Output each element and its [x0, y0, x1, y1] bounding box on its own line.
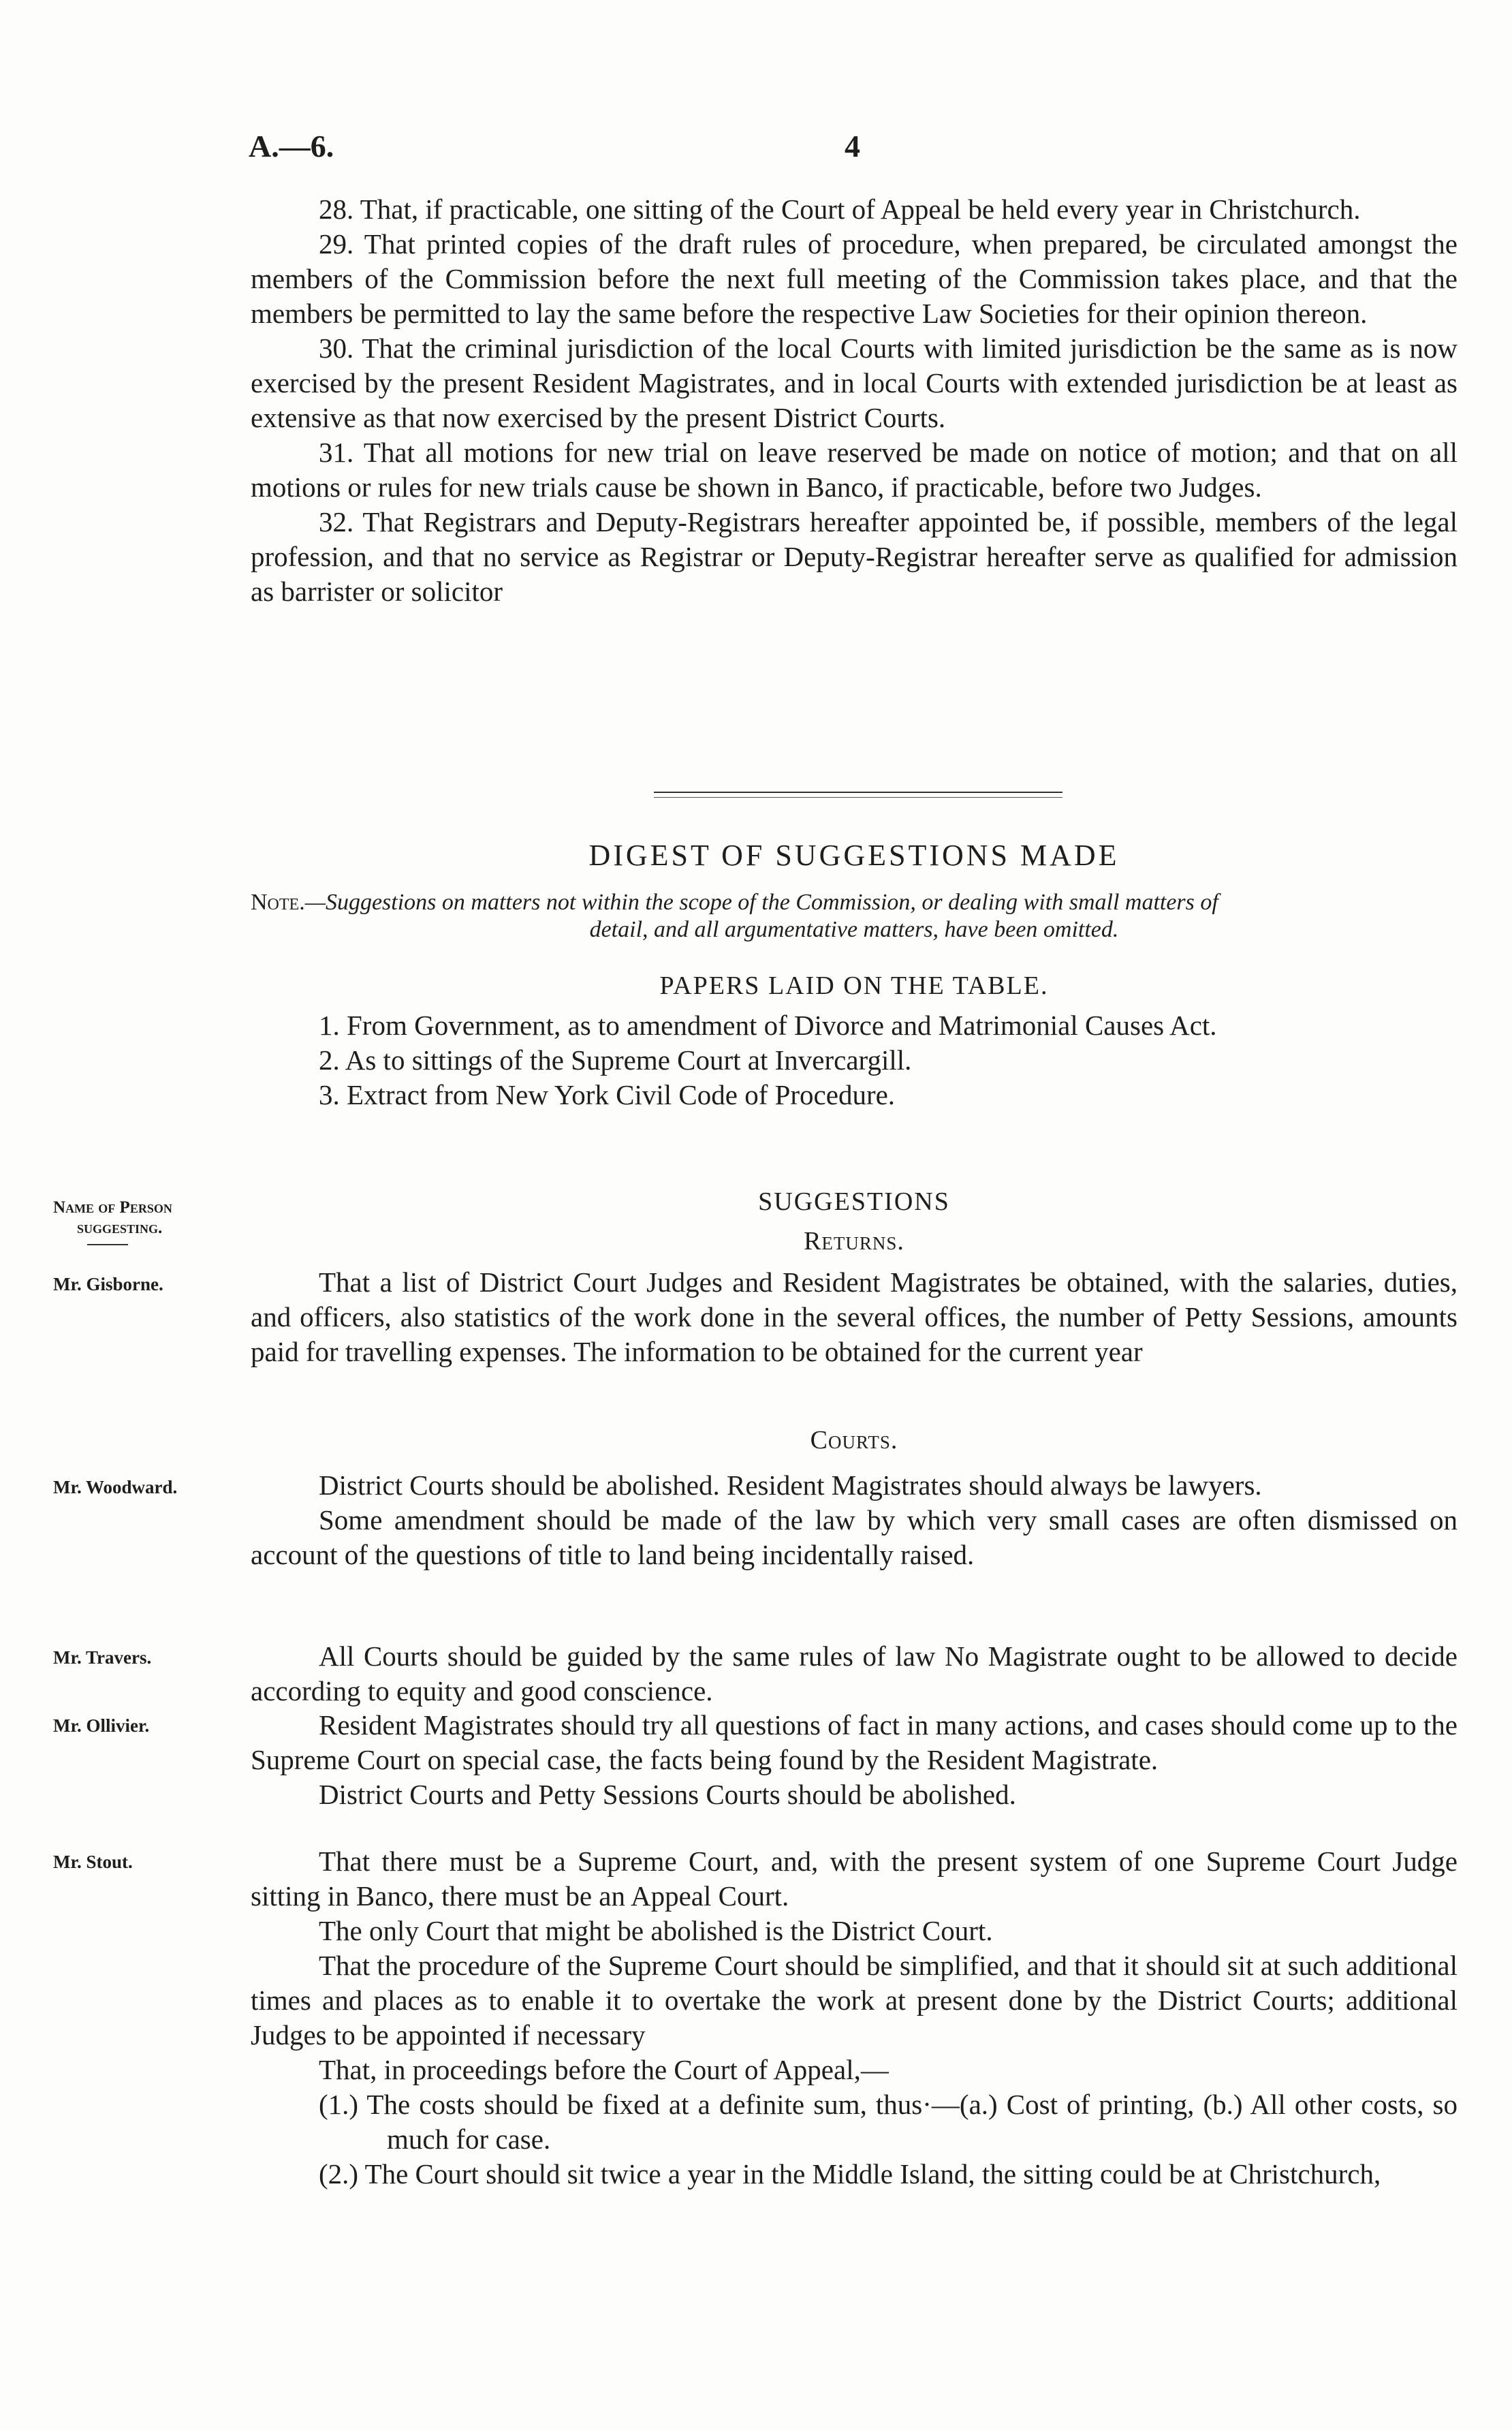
woodward-paragraph-1: District Courts should be abolished. Resident Magistrates should always be lawyers. [319, 1469, 1262, 1501]
ollivier-paragraph-2: District Courts and Petty Sessions Courts should be abolished. [319, 1779, 1016, 1810]
divider-line-thin [654, 797, 1062, 798]
resolutions-list [251, 192, 1458, 609]
speaker-travers: Mr. Travers. [53, 1647, 152, 1668]
courts-heading: Courts. [810, 1426, 898, 1454]
resolution-32: 32. That Registrars and Deputy-Registrars hereafter appointed be, if possible, members of the legal profession, and that no service as Registrar or Deputy-Registrar hereafter serve as qualified for admission as barrister or solicitor [251, 506, 1458, 607]
speaker-woodward: Mr. Woodward. [53, 1477, 178, 1497]
travers-block [251, 1639, 1458, 1709]
stout-paragraph-1: That there must be a Supreme Court, and, with the present system of one Supreme Court Judge sitting in Banco, there must be an Appeal Court. [251, 1845, 1458, 1912]
returns-block [251, 1265, 1458, 1369]
note-line-2: detail, and all argumentative matters, have been omitted. [589, 917, 1119, 942]
margin-heading [53, 1198, 251, 1239]
paper-item-3: 3. Extract from New York Civil Code of Procedure. [319, 1079, 896, 1110]
ollivier-block [251, 1708, 1458, 1812]
paper-item-1: 1. From Government, as to amendment of Divorce and Matrimonial Causes Act. [319, 1010, 1217, 1041]
paper-item-2: 2. As to sittings of the Supreme Court at Invercargill. [319, 1044, 912, 1076]
speaker-gisborne: Mr. Gisborne. [53, 1274, 163, 1294]
stout-paragraph-2: The only Court that might be abolished is the District Court. [319, 1915, 993, 1946]
resolution-28: 28. That, if practicable, one sitting of the Court of Appeal be held every year in Christchurch. [319, 193, 1361, 225]
section-divider [654, 792, 1062, 802]
stout-paragraph-4: That, in proceedings before the Court of Appeal,— [319, 2054, 889, 2085]
margin-heading-line-2: suggesting. [77, 1219, 163, 1237]
suggestions-heading: SUGGESTIONS [758, 1187, 950, 1216]
stout-sub-item-2: (2.) The Court should sit twice a year in the Middle Island, the sitting could be at Christchurch, [319, 2158, 1381, 2190]
woodward-block [251, 1468, 1458, 1572]
stout-sub-item-1: (1.) The costs should be fixed at a definite sum, thus·—(a.) Cost of printing, (b.) All other costs, so much for case. [319, 2089, 1458, 2155]
stout-paragraph-3: That the procedure of the Supreme Court should be simplified, and that it should sit at such additional times and places as to enable it to overtake the work at present done by the District Courts; additional Judges to be appointed if necessary [251, 1950, 1458, 2051]
returns-heading: Returns. [804, 1227, 904, 1256]
stout-block [251, 1844, 1458, 2192]
note-line-1: —Suggestions on matters not within the scope of the Commission, or dealing with small matters of [304, 890, 1218, 915]
page-header [249, 128, 1461, 176]
resolution-30: 30. That the criminal jurisdiction of the local Courts with limited jurisdiction be the same as is now exercised by the present Resident Magistrates, and in local Courts with extended jurisdiction be at least as extensive as that now exercised by the present District Courts. [251, 332, 1458, 433]
margin-heading-line-1: Name of Person [53, 1198, 172, 1217]
ollivier-paragraph-1: Resident Magistrates should try all questions of fact in many actions, and cases should come up to the Supreme Court on special case, the facts being found by the Resident Magistrate. [251, 1709, 1458, 1775]
resolution-29: 29. That printed copies of the draft rules of procedure, when prepared, be circulated amongst the members of the Commission before the next full meeting of the Commission takes place, and that the members be permitted to lay the same before the respective Law Societies for their opinion thereon. [251, 228, 1458, 329]
resolution-31: 31. That all motions for new trial on leave reserved be made on notice of motion; and that on all motions or rules for new trials cause be shown in Banco, if practicable, before two Judges. [251, 437, 1458, 503]
speaker-ollivier: Mr. Ollivier. [53, 1715, 150, 1736]
note-label: Note. [251, 890, 305, 915]
document-reference: A.—6. [249, 129, 334, 163]
digest-title: DIGEST OF SUGGESTIONS MADE [588, 839, 1120, 872]
divider-line-thick [654, 792, 1062, 793]
papers-heading: PAPERS LAID ON THE TABLE. [659, 971, 1049, 1000]
margin-heading-rule [87, 1244, 128, 1245]
travers-paragraph-1: All Courts should be guided by the same rules of law No Magistrate ought to be allowed to decide according to equity and good conscience. [251, 1640, 1458, 1707]
page-number: 4 [845, 129, 860, 163]
digest-note [251, 889, 1458, 944]
returns-text: That a list of District Court Judges and Resident Magistrates be obtained, with the salaries, duties, and officers, also statistics of the work done in the several offices, the number of Petty Sessions, amounts paid for travelling expenses. The information to be obtained for the current year [251, 1266, 1458, 1367]
papers-list [251, 1008, 1458, 1112]
speaker-stout: Mr. Stout. [53, 1852, 133, 1872]
woodward-paragraph-2: Some amendment should be made of the law by which very small cases are often dismissed on account of the questions of title to land being incidentally raised. [251, 1504, 1458, 1570]
